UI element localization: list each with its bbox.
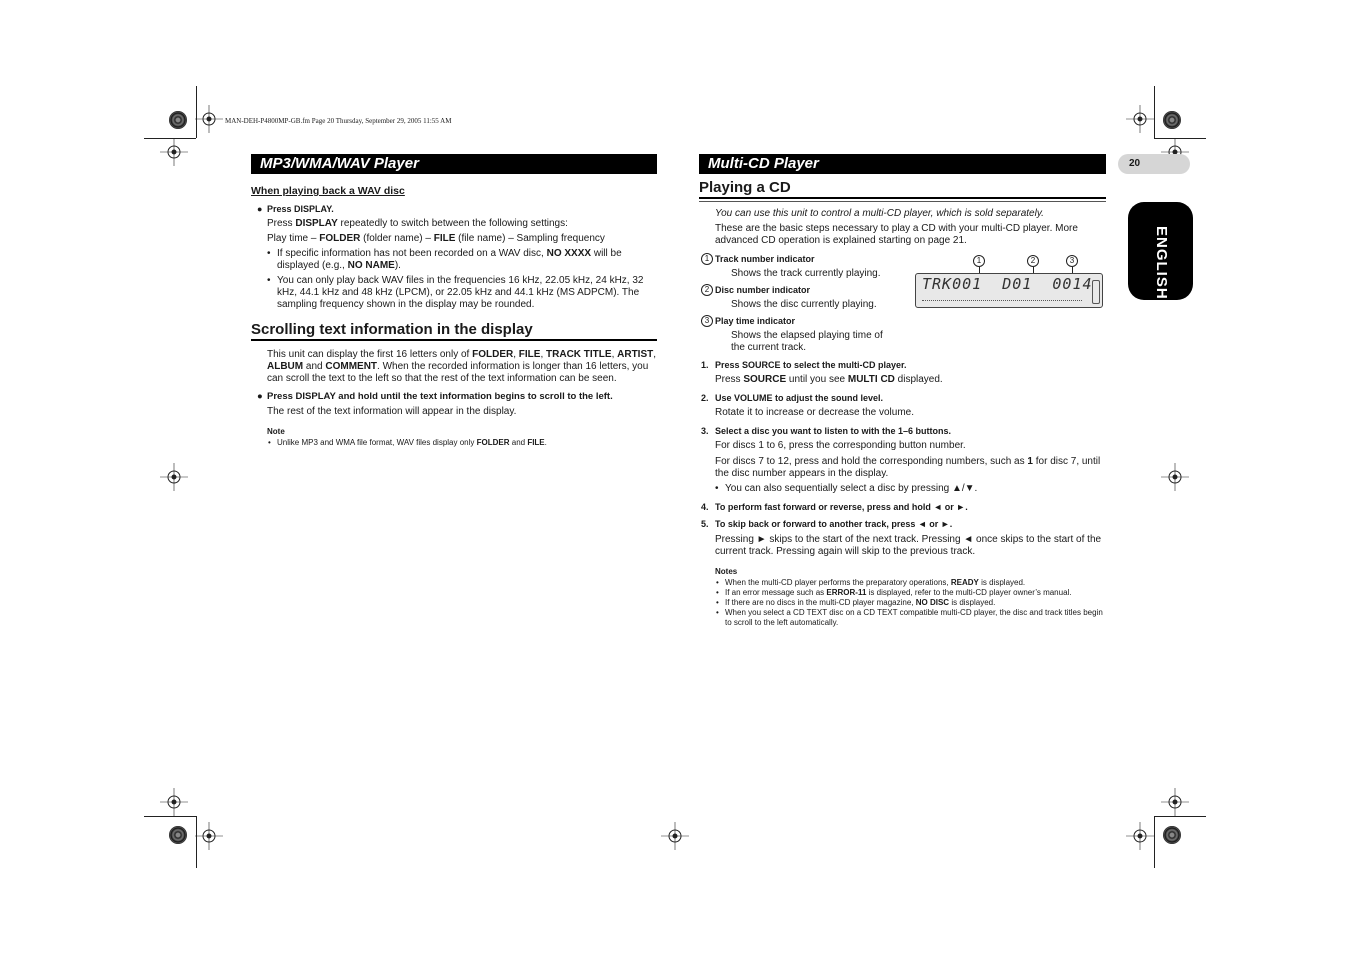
registration-gear-icon bbox=[169, 826, 187, 844]
crosshair-icon bbox=[1161, 463, 1189, 491]
page-number: 20 bbox=[1118, 154, 1190, 174]
step-title: 4. To perform fast forward or reverse, press and hold ◄ or ►. bbox=[701, 502, 968, 512]
indicator-desc: Shows the elapsed playing time of the current track. bbox=[731, 330, 883, 353]
crosshair-icon bbox=[1161, 788, 1189, 816]
step-title: 3. Select a disc you want to listen to with the 1–6 buttons. bbox=[701, 426, 952, 436]
note-item: • When you select a CD TEXT disc on a CD TEXT compatible multi-CD player, the disc and track titles begin to scroll to the left automatically. bbox=[715, 608, 1106, 628]
right-column bbox=[699, 154, 1106, 628]
paragraph: Press DISPLAY repeatedly to switch between the following settings: bbox=[267, 218, 568, 229]
crosshair-icon bbox=[1126, 822, 1154, 850]
notes-heading: Notes bbox=[715, 567, 738, 576]
paragraph: This unit can display the first 16 letters only of FOLDER, FILE, TRACK TITLE, ARTIST, ALBUM and COMMENT. When the recorded information is longer than 16 letters, you can scroll the text to the left so that the rest of the text information can be seen. bbox=[267, 349, 657, 384]
note-item: • If there are no discs in the multi-CD player magazine, NO DISC is displayed. bbox=[715, 598, 1106, 608]
step-title: ● Press DISPLAY. bbox=[257, 204, 334, 214]
registration-gear-icon bbox=[169, 111, 187, 129]
crosshair-icon bbox=[661, 822, 689, 850]
indicator-block bbox=[699, 253, 1106, 351]
file-info: MAN-DEH-P4800MP-GB.fm Page 20 Thursday, September 29, 2005 11:55 AM bbox=[225, 117, 452, 125]
note-item: • Unlike MP3 and WMA file format, WAV files display only FOLDER and FILE. bbox=[267, 438, 657, 448]
list-item: • You can also sequentially select a disc by pressing ▲/▼. bbox=[715, 483, 1106, 495]
paragraph: For discs 7 to 12, press and hold the corresponding numbers, such as 1 for disc 7, until the disc number appears in the display. bbox=[715, 456, 1101, 479]
lcd-illustration bbox=[915, 253, 1107, 311]
lcd-text: TRK001 D01 0014 bbox=[922, 275, 1093, 293]
step-title: 2. Use VOLUME to adjust the sound level. bbox=[701, 393, 884, 403]
crosshair-icon bbox=[160, 463, 188, 491]
crosshair-icon bbox=[195, 105, 223, 133]
section-title: Multi-CD Player bbox=[699, 154, 1106, 174]
callout-2: 2 bbox=[1027, 255, 1039, 267]
crosshair-icon bbox=[195, 822, 223, 850]
paragraph: For discs 1 to 6, press the corresponding button number. bbox=[715, 440, 966, 451]
list-item: • You can only play back WAV files in the frequencies 16 kHz, 22.05 kHz, 24 kHz, 32 kHz, 44.1 kHz and 48 kHz (LPCM), or 22.05 kHz and 44.1 kHz (MS ADPCM). The sampling frequency shown in the display may be rounded. bbox=[267, 275, 657, 311]
divider bbox=[699, 201, 1106, 202]
indicator-title: 3 Play time indicator bbox=[699, 315, 894, 327]
note-item: • If an error message such as ERROR-11 is displayed, refer to the multi-CD player owner’s manual. bbox=[715, 588, 1106, 598]
crosshair-icon bbox=[160, 788, 188, 816]
list-item: • If specific information has not been recorded on a WAV disc, NO XXXX will be displayed (e.g., NO NAME). bbox=[267, 248, 657, 272]
paragraph: These are the basic steps necessary to play a CD with your multi-CD player. More advanced CD operation is explained starting on page 21. bbox=[715, 223, 1078, 246]
indicator-title: 1 Track number indicator bbox=[699, 253, 894, 265]
paragraph: Pressing ► skips to the start of the next track. Pressing ◄ once skips to the start of the current track. Pressing again will skip to the previous track. bbox=[715, 534, 1102, 557]
paragraph: Press SOURCE until you see MULTI CD displayed. bbox=[715, 374, 943, 385]
section-title: MP3/WMA/WAV Player bbox=[251, 154, 657, 174]
paragraph: Play time – FOLDER (folder name) – FILE (file name) – Sampling frequency bbox=[267, 233, 605, 244]
left-column bbox=[251, 154, 657, 448]
intro-italic: You can use this unit to control a multi-CD player, which is sold separately. bbox=[715, 208, 1044, 219]
callout-1: 1 bbox=[973, 255, 985, 267]
crosshair-icon bbox=[1126, 105, 1154, 133]
section-heading: Playing a CD bbox=[699, 182, 1106, 199]
step-title: ● Press DISPLAY and hold until the text information begins to scroll to the left. bbox=[257, 391, 613, 402]
indicator-list bbox=[699, 253, 894, 354]
registration-gear-icon bbox=[1163, 111, 1181, 129]
crosshair-icon bbox=[160, 138, 188, 166]
lcd-screen bbox=[915, 273, 1103, 308]
paragraph: Rotate it to increase or decrease the volume. bbox=[715, 407, 914, 418]
note-heading: Note bbox=[267, 427, 285, 436]
indicator-desc: Shows the track currently playing. bbox=[731, 268, 881, 279]
indicator-desc: Shows the disc currently playing. bbox=[731, 299, 877, 310]
language-tab-label: ENGLISH bbox=[1153, 226, 1170, 300]
step-title: 5. To skip back or forward to another track, press ◄ or ►. bbox=[701, 519, 953, 529]
indicator-title: 2 Disc number indicator bbox=[699, 284, 894, 296]
subheading: When playing back a WAV disc bbox=[251, 185, 405, 197]
language-tab bbox=[1128, 202, 1193, 300]
note-item: • When the multi-CD player performs the preparatory operations, READY is displayed. bbox=[715, 578, 1106, 588]
callout-3: 3 bbox=[1066, 255, 1078, 267]
registration-gear-icon bbox=[1163, 826, 1181, 844]
section-heading: Scrolling text information in the display bbox=[251, 324, 657, 341]
step-title: 1. Press SOURCE to select the multi-CD player. bbox=[701, 360, 907, 370]
paragraph: The rest of the text information will appear in the display. bbox=[267, 406, 517, 417]
